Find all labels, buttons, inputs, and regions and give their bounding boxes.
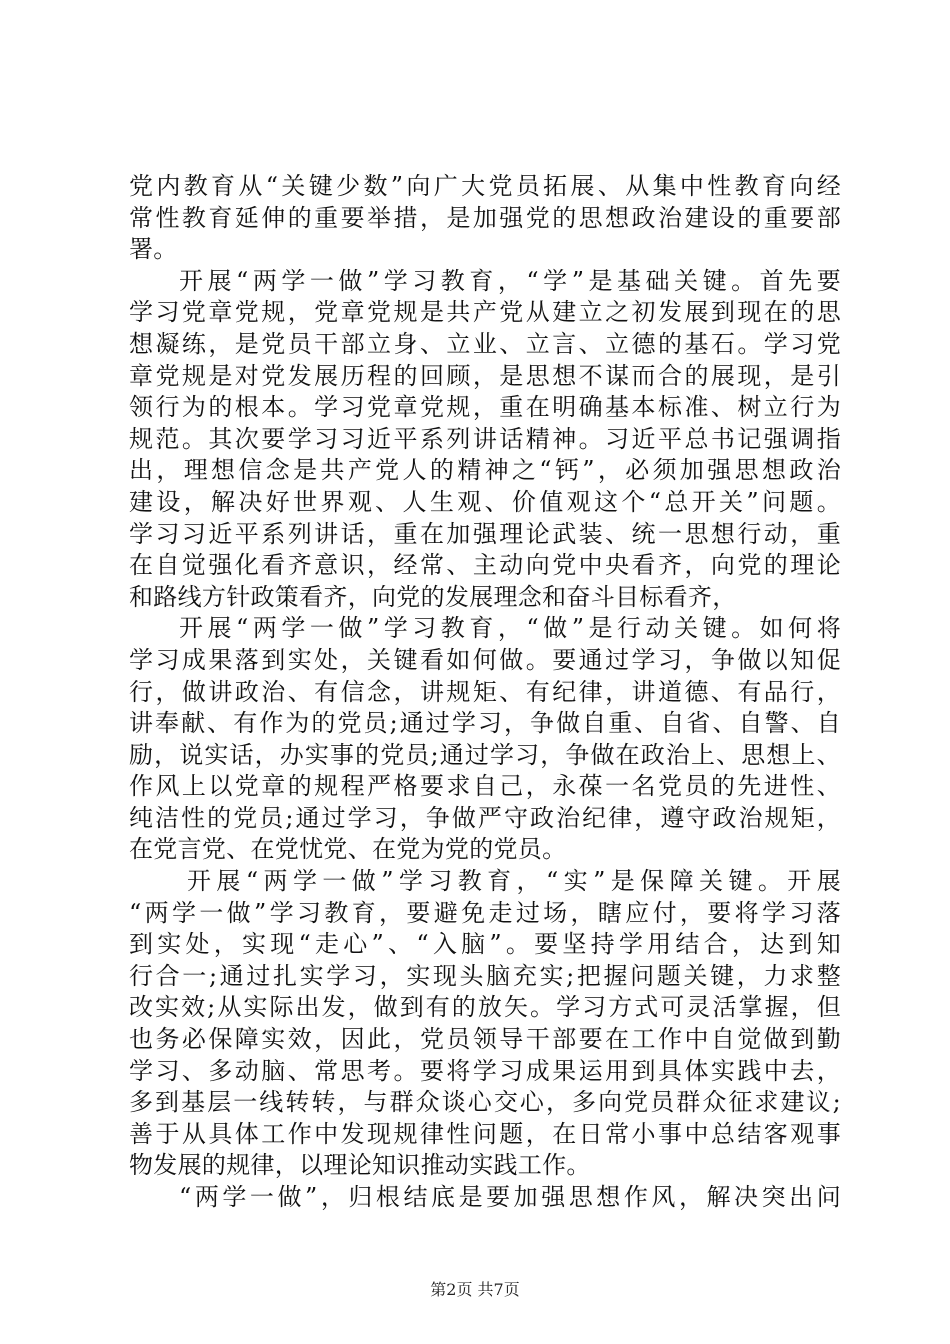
text-line: 学习习近平系列讲话，重在加强理论武装、统一思想行动，重 <box>129 519 841 548</box>
text-line: 在自觉强化看齐意识，经常、主动向党中央看齐，向党的理论 <box>129 551 841 580</box>
document-body <box>129 171 841 1214</box>
text-line: 开展“两学一做”学习教育，“实”是保障关键。开展 <box>187 867 841 896</box>
text-line: 行合一;通过扎实学习，实现头脑充实;把握问题关键，力求整 <box>129 961 841 990</box>
text-line: 学习党章党规，党章党规是共产党从建立之初发展到现在的思 <box>129 298 841 327</box>
text-line: 励，说实话，办实事的党员;通过学习，争做在政治上、思想上、 <box>129 740 841 769</box>
text-line: 章党规是对党发展历程的回顾，是思想不谋而合的展现，是引 <box>129 361 841 390</box>
text-line: 学习、多动脑、常思考。要将学习成果运用到具体实践中去， <box>129 1056 841 1085</box>
text-line: 学习成果落到实处，关键看如何做。要通过学习，争做以知促 <box>129 645 841 674</box>
text-line: 在党言党、在党忧党、在党为党的党员。 <box>129 835 567 864</box>
text-line: 到实处，实现“走心”、“入脑”。要坚持学用结合，达到知 <box>129 930 841 959</box>
text-line: 多到基层一线转转，与群众谈心交心，多向党员群众征求建议; <box>129 1088 841 1117</box>
text-line: 也务必保障实效，因此，党员领导干部要在工作中自觉做到勤 <box>129 1025 841 1054</box>
text-line: 规范。其次要学习习近平系列讲话精神。习近平总书记强调指 <box>129 424 841 453</box>
text-line: 开展“两学一做”学习教育，“做”是行动关键。如何将 <box>179 614 841 643</box>
text-line: 开展“两学一做”学习教育，“学”是基础关键。首先要 <box>179 266 841 295</box>
text-line: 改实效;从实际出发，做到有的放矢。学习方式可灵活掌握，但 <box>129 993 841 1022</box>
text-line: 领行为的根本。学习党章党规，重在明确基本标准、树立行为 <box>129 393 841 422</box>
text-line: 建设，解决好世界观、人生观、价值观这个“总开关”问题。 <box>129 487 841 516</box>
text-line: 出，理想信念是共产党人的精神之“钙”，必须加强思想政治 <box>129 456 841 485</box>
text-line: 党内教育从“关键少数”向广大党员拓展、从集中性教育向经 <box>129 172 841 200</box>
text-line: “两学一做”学习教育，要避免走过场，瞎应付，要将学习落 <box>129 898 841 927</box>
text-line: 善于从具体工作中发现规律性问题，在日常小事中总结客观事 <box>129 1119 841 1148</box>
text-line: 和路线方针政策看齐，向党的发展理念和奋斗目标看齐， <box>129 582 737 611</box>
text-line: 纯洁性的党员;通过学习，争做严守政治纪律，遵守政治规矩， <box>129 803 841 832</box>
text-line: 署。 <box>129 235 178 264</box>
text-line: 想凝练，是党员干部立身、立业、立言、立德的基石。学习党 <box>129 329 841 358</box>
text-line: 讲奉献、有作为的党员;通过学习，争做自重、自省、自警、自 <box>129 709 841 738</box>
text-line: 作风上以党章的规程严格要求自己，永葆一名党员的先进性、 <box>129 772 841 801</box>
text-line: 物发展的规律，以理论知识推动实践工作。 <box>129 1151 591 1180</box>
text-line: “两学一做”，归根结底是要加强思想作风，解决突出问 <box>179 1183 841 1211</box>
text-line: 行，做讲政治、有信念，讲规矩、有纪律，讲道德、有品行， <box>129 677 841 706</box>
page-footer: 第2页 共7页 <box>430 1280 520 1299</box>
text-line: 常性教育延伸的重要举措，是加强党的思想政治建设的重要部 <box>129 203 841 232</box>
